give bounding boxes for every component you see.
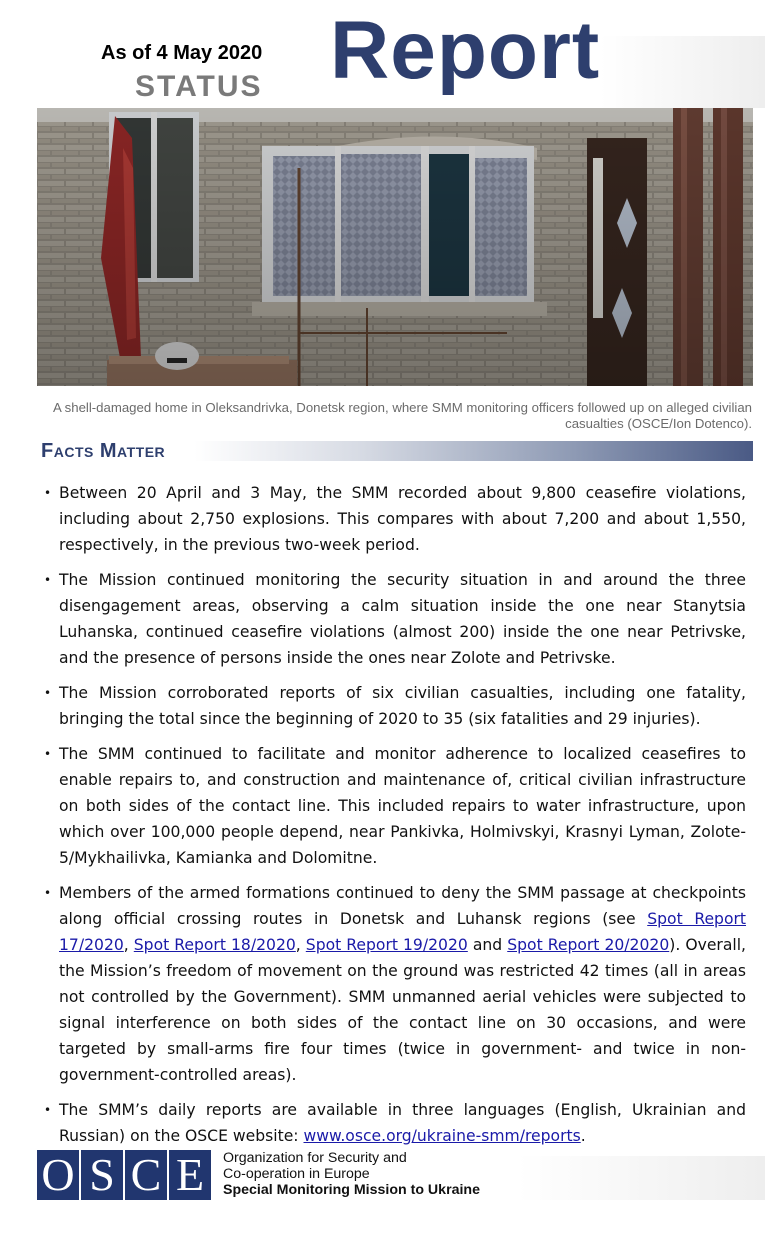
list-item [44, 567, 746, 671]
photo-caption: A shell-damaged home in Oleksandrivka, Donetsk region, where SMM monitoring officers followed up on alleged civilian casualties (OSCE/Ion Dotenco). [52, 400, 752, 431]
fact-text: The SMM continued to facilitate and monitor adherence to localized ceasefires to enable repairs to, and construction and maintenance of, critical civilian infrastructure on both sides of the contact line. This included repairs to water infrastructure, upon which over 100,000 people depend, near Pankivka, Holmivskyi, Krasnyi Lyman, Zolote-5/Mykhailivka, Kamianka and Dolomitne. [59, 745, 746, 867]
bullet: • [44, 686, 52, 700]
list-item [44, 1097, 746, 1149]
header-fade [600, 36, 765, 108]
separator: and [467, 936, 508, 954]
bullet: • [44, 886, 52, 900]
list-item [44, 680, 746, 732]
fact-text: Between 20 April and 3 May, the SMM recorded about 9,800 ceasefire violations, including about 2,750 explosions. This compares with about 7,200 and about 1,550, respectively, in the previous two-week period. [59, 484, 746, 554]
footer-fade [517, 1156, 765, 1200]
spot-report-20-link[interactable]: Spot Report 20/2020 [507, 936, 670, 954]
spot-report-18-link[interactable]: Spot Report 18/2020 [133, 936, 296, 954]
osce-logo [37, 1150, 213, 1200]
section-header [37, 441, 753, 461]
osce-reports-link[interactable]: www.osce.org/ukraine-smm/reports [303, 1127, 581, 1145]
fact-text: ). Overall, the Mission’s freedom of movement on the ground was restricted 42 times (all in areas not controlled by the Government). SMM unmanned aerial vehicles were subjected to signal interference on both sides of the contact line on 30 occasions, and were targeted by small-arms fire four times (twice in government- and twice in non-government-controlled areas). [59, 936, 747, 1084]
fact-text: The Mission continued monitoring the security situation in and around the three disengagement areas, observing a calm situation inside the one near Stanytsia Luhanska, continued ceasefire violations (almost 200) inside the one near Petrivske, and the presence of persons inside the ones near Zolote and Petrivske. [59, 571, 746, 667]
bullet: • [44, 486, 52, 500]
logo-letter: E [169, 1150, 211, 1200]
fact-text: Members of the armed formations continued to deny the SMM passage at checkpoints along official crossing routes in Donetsk and Luhansk regions (see [59, 884, 746, 928]
bullet: • [44, 1103, 52, 1117]
report-title: Report [330, 5, 601, 96]
list-item [44, 480, 746, 558]
logo-letter: O [37, 1150, 79, 1200]
section-title: Facts Matter [41, 440, 166, 462]
status-label: STATUS [135, 70, 263, 103]
fact-text: . [580, 1127, 586, 1145]
organization-name [223, 1150, 480, 1198]
fact-text: The Mission corroborated reports of six civilian casualties, including one fatality, bringing the total since the beginning of 2020 to 35 (six fatalities and 29 injuries). [59, 684, 746, 728]
fact-text: The SMM’s daily reports are available in three languages (English, Ukrainian and Russian) on the OSCE website: [59, 1101, 746, 1145]
bullet: • [44, 747, 52, 761]
bullet: • [44, 573, 52, 587]
logo-letter: S [81, 1150, 123, 1200]
separator: , [295, 936, 306, 954]
footer [37, 1150, 765, 1200]
spot-report-17-link[interactable]: Spot Report 17/2020 [59, 910, 747, 954]
house-photo [37, 108, 753, 386]
separator: , [123, 936, 134, 954]
org-line-2: Co-operation in Europe [223, 1166, 370, 1182]
org-line-1: Organization for Security and [223, 1150, 407, 1166]
list-item [44, 880, 746, 1088]
list-item [44, 741, 746, 871]
logo-letter: C [125, 1150, 167, 1200]
report-date: As of 4 May 2020 [101, 42, 263, 64]
spot-report-19-link[interactable]: Spot Report 19/2020 [305, 936, 468, 954]
facts-list [44, 480, 746, 1158]
mission-name: Special Monitoring Mission to Ukraine [223, 1182, 480, 1198]
